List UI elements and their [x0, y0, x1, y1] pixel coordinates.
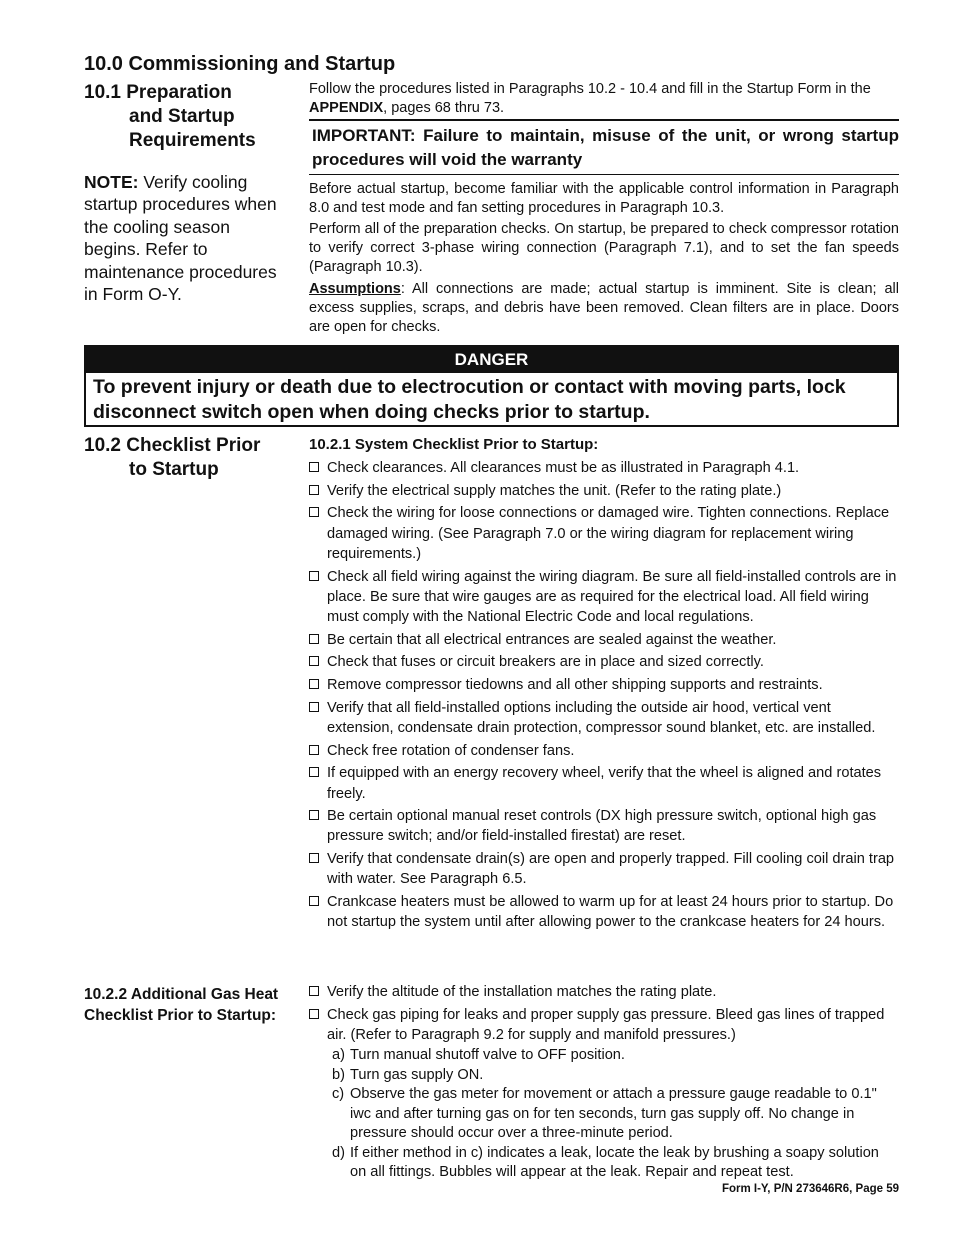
checklist-item-text: Be certain that all electrical entrances are sealed against the weather. [327, 631, 777, 648]
checklist-item-text: Check that fuses or circuit breakers are in place and sized correctly. [327, 654, 764, 671]
checklist-item-text: Check free rotation of condenser fans. [327, 742, 575, 759]
checklist-item [309, 481, 899, 501]
preparation-checks-paragraph: Perform all of the preparation checks. On startup, be prepared to check compressor rotation to verify correct 3-phase wiring connection (Paragraph 7.1), and to set the fan speeds (Paragraph 10.3). [309, 221, 899, 275]
substep-item [332, 1085, 899, 1144]
checkbox-icon[interactable] [309, 986, 319, 996]
page-heading: 10.0 Commissioning and Startup [84, 53, 396, 75]
intro-pages: , pages 68 thru 73. [383, 100, 505, 116]
substep-text: If either method in c) indicates a leak, locate the leak by brushing a soapy solution on all fittings. Bubbles will appear at the leak. Repair and repeat test. [350, 1144, 879, 1180]
section-10-1-line1: 10.1 Preparation [84, 82, 232, 103]
checkbox-icon[interactable] [309, 702, 319, 712]
note-text: Verify cooling startup procedures when the cooling season begins. Refer to maintenance procedures in Form O-Y. [84, 172, 277, 305]
checklist-item [309, 806, 899, 846]
checklist-item-text: Remove compressor tiedowns and all other shipping supports and restraints. [327, 677, 823, 694]
checkbox-icon[interactable] [309, 679, 319, 689]
checklist-item [309, 849, 899, 889]
checkbox-icon[interactable] [309, 810, 319, 820]
checkbox-icon[interactable] [309, 507, 319, 517]
substep-text: Turn manual shutoff valve to OFF position. [350, 1047, 625, 1063]
section-10-1-title [84, 81, 284, 153]
substep-letter: d) [332, 1144, 345, 1161]
checkbox-icon[interactable] [309, 896, 319, 906]
checklist-item [309, 741, 899, 761]
checkbox-icon[interactable] [309, 767, 319, 777]
checklist-item [309, 652, 899, 672]
section-10-2-1-title: 10.2.1 System Checklist Prior to Startup: [309, 436, 599, 453]
checkbox-icon[interactable] [309, 571, 319, 581]
gas-pressure-substeps [332, 1046, 899, 1183]
checklist-item-text: Verify the altitude of the installation matches the rating plate. [327, 984, 717, 1000]
substep-letter: b) [332, 1066, 345, 1083]
danger-box [84, 345, 899, 427]
checklist-item [309, 1005, 899, 1045]
substep-text: Turn gas supply ON. [350, 1066, 484, 1083]
intro-paragraph [309, 80, 899, 118]
substep-letter: a) [332, 1047, 345, 1063]
checkbox-icon[interactable] [309, 745, 319, 755]
substep-item [332, 1046, 899, 1066]
checklist-item [309, 567, 899, 628]
section-10-2-line1: 10.2 Checklist Prior [84, 435, 261, 456]
checklist-item-text: Crankcase heaters must be allowed to warm up for at least 24 hours prior to startup. Do not startup the system until after allowing power to the crankcase heaters for 24 hours. [327, 894, 894, 931]
section-10-1-line3: Requirements [129, 130, 256, 151]
checkbox-icon[interactable] [309, 853, 319, 863]
checkbox-icon[interactable] [309, 656, 319, 666]
checklist-item [309, 630, 899, 650]
danger-header: DANGER [86, 347, 897, 373]
system-checklist [309, 458, 899, 935]
checkbox-icon[interactable] [309, 1009, 319, 1019]
checklist-item-text: Verify that condensate drain(s) are open and properly trapped. Fill cooling coil drain trap with water. See Paragraph 6.5. [327, 851, 895, 888]
assumptions-text: : All connections are made; actual startup is imminent. Site is clean; all excess supplies, scraps, and debris have been removed. Clean filters are in place. Doors are open for checks. [309, 281, 899, 335]
substep-letter: c) [332, 1086, 345, 1102]
checkbox-icon[interactable] [309, 462, 319, 472]
checklist-item [309, 763, 899, 803]
substep-item [332, 1066, 899, 1086]
page-footer: Form I-Y, P/N 273646R6, Page 59 [721, 1183, 899, 1195]
assumptions-paragraph [309, 280, 899, 337]
appendix-reference: APPENDIX [309, 100, 384, 116]
section-10-2-line2: to Startup [129, 459, 219, 480]
checklist-item-text: Verify that all field-installed options including the outside air hood, vertical vent extension, condensate drain protection, compressor sound blanket, etc. are installed. [327, 699, 876, 736]
checklist-item-text: Be certain optional manual reset controls (DX high pressure switch, optional high gas pressure switch; and/or field-installed firestat) are reset. [327, 808, 877, 845]
checklist-item-text: If equipped with an energy recovery wheel, verify that the wheel is aligned and rotates freely. [327, 765, 882, 802]
section-10-2-2-title: 10.2.2 Additional Gas Heat Checklist Prior to Startup: [84, 986, 279, 1024]
cooling-note [84, 171, 284, 305]
checklist-item-text: Check gas piping for leaks and proper supply gas pressure. Bleed gas lines of trapped air. (Refer to Paragraph 9.2 for supply and manifold pressures.) [327, 1006, 885, 1043]
checklist-item-text: Verify the electrical supply matches the unit. (Refer to the rating plate.) [327, 482, 782, 499]
checklist-item [309, 458, 899, 478]
section-10-2-title [84, 434, 294, 482]
checklist-item [309, 892, 899, 932]
checklist-item-text: Check all field wiring against the wiring diagram. Be sure all field-installed controls are in place. Be sure that wire gauges are as required for the electrical load. All field wiring must comply with the National Electric Code and local regulations. [327, 568, 897, 625]
substep-text: Observe the gas meter for movement or attach a pressure gauge readable to 0.1" iwc and after turning gas on for ten seconds, turn gas supply off. No change in pressure should occur over a three-minute period. [350, 1086, 877, 1141]
checklist-item [309, 698, 899, 738]
important-warranty-notice: IMPORTANT: Failure to maintain, misuse of the unit, or wrong startup procedures will void the warranty [309, 119, 899, 175]
familiarize-paragraph: Before actual startup, become familiar with the applicable control information in Paragraph 8.0 and test mode and fan setting procedures in Paragraph 10.3. [309, 181, 899, 216]
checklist-item [309, 675, 899, 695]
gas-heat-checklist [309, 982, 899, 1048]
checklist-item-text: Check the wiring for loose connections or damaged wire. Tighten connections. Replace damaged wiring. (See Paragraph 7.0 or the wiring diagram for replacement wiring requirements.) [327, 505, 890, 562]
assumptions-label: Assumptions [309, 281, 401, 297]
note-label: NOTE: [84, 172, 139, 192]
checkbox-icon[interactable] [309, 634, 319, 644]
substep-item [332, 1144, 899, 1183]
section-10-1-line2: and Startup [129, 106, 235, 127]
checkbox-icon[interactable] [309, 485, 319, 495]
checklist-item-text: Check clearances. All clearances must be as illustrated in Paragraph 4.1. [327, 460, 800, 476]
checklist-item [309, 982, 899, 1002]
checklist-item [309, 503, 899, 564]
intro-text: Follow the procedures listed in Paragraphs 10.2 - 10.4 and fill in the Startup Form in the [309, 81, 871, 97]
danger-text: To prevent injury or death due to electrocution or contact with moving parts, lock disconnect switch open when doing checks prior to startup. [93, 376, 846, 423]
